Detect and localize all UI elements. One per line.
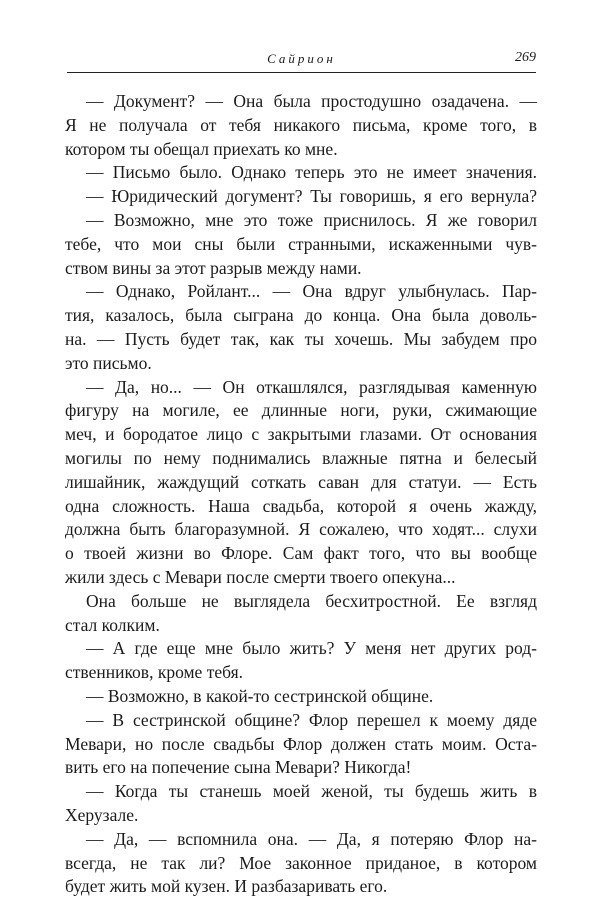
text-line: вить его на попечение сына Мевари? Никогда! [65, 757, 412, 778]
text-line: тебе, что мои сны были странными, искаженными чув- [65, 233, 537, 254]
text-line: могилы по нему поднимались влажные пятна и белесый [65, 447, 537, 468]
text-line: жили здесь с Мевари после смерти твоего опекуна... [65, 566, 456, 587]
text-line: о твоей жизни во Флоре. Сам факт того, что вы вообще [65, 543, 537, 564]
text-line: стал колким. [65, 614, 160, 635]
text-line: — Возможно, в какой-то сестринской общине. [86, 685, 434, 706]
text-line: ством вины за этот разрыв между нами. [65, 257, 362, 278]
text-line: меч, и бородатое лицо с закрытыми глазами. От основания [65, 424, 537, 445]
text-line: Херузале. [65, 804, 139, 825]
text-line: — В сестринской общине? Флор перешел к моему дяде [86, 709, 537, 730]
text-line: фигуру на могиле, ее длинные ноги, руки, сжимающие [65, 400, 537, 421]
text-line: одна сложность. Наша свадьба, которой я очень жажду, [65, 495, 537, 516]
text-line: — Да, но... — Он откашлялся, разглядывая каменную [86, 376, 537, 397]
text-line: — Однако, Ройлант... — Она вдруг улыбнулась. Пар- [86, 281, 537, 302]
text-line: Мевари, но после свадьбы Флор должен стать моим. Оста- [65, 733, 537, 754]
text-line: на. — Пусть будет так, как ты хочешь. Мы забудем про [65, 328, 537, 349]
running-title: Сайрион [267, 51, 336, 66]
text-line: Она больше не выглядела бесхитростной. Ее взгляд [86, 590, 537, 611]
text-line: — Документ? — Она была простодушно озадачена. — [86, 91, 537, 111]
text-line: будет жить мой кузен. И разбазаривать его. [65, 876, 388, 897]
page-number: 269 [515, 50, 536, 65]
text-line: ственников, кроме тебя. [65, 662, 244, 683]
text-line: лишайник, жаждущий соткать саван для статуи. — Есть [65, 471, 537, 492]
text-line: всегда, не так ли? Мое законное приданое, в котором [65, 852, 537, 873]
text-line: — Возможно, мне это тоже приснилось. Я же говорил [86, 209, 537, 230]
text-line: котором ты обещал приехать ко мне. [65, 138, 338, 159]
text-line: должна быть благоразумной. Я сожалею, что ходят... слухи [65, 519, 537, 540]
text-line: — Юридический догумент? Ты говоришь, я его вернула? [86, 186, 537, 207]
text-line: — Когда ты станешь моей женой, ты будешь жить в [86, 781, 537, 802]
running-header [67, 46, 536, 73]
text-line: — Да, — вспомнила она. — Да, я потеряю Флор на- [86, 828, 537, 849]
text-line: это письмо. [65, 352, 152, 373]
body-text [65, 90, 537, 899]
text-line: тия, казалось, была сыграна до конца. Она была доволь- [65, 305, 537, 326]
text-line: Я не получала от тебя никакого письма, кроме того, в [65, 114, 537, 135]
text-line: — Письмо было. Однако теперь это не имеет значения. [86, 162, 537, 183]
text-line: — А где еще мне было жить? У меня нет других род- [86, 638, 537, 659]
